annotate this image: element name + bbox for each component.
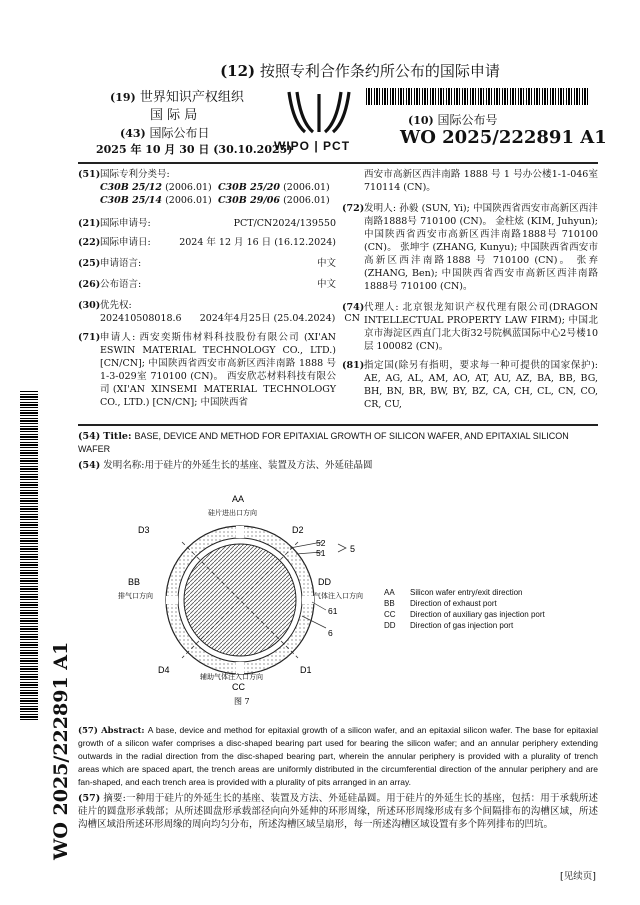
designated-states: (81) 指定国(除另有指明，要求每一种可提供的国家保护): AE, AG, AL, AM, AO, AT, AU, AZ, BA, BB, BG, BH, BN, BR, BW, BY, BZ, CA, CH, CL, CN, CO, CR, CU,: [342, 360, 598, 410]
legend-item: DD Direction of gas injection port: [384, 621, 514, 630]
label-d1: D1: [300, 665, 312, 675]
org-bureau: 国 际 局: [150, 108, 198, 123]
abstract-chinese: (57) 摘要:一种用于硅片的外延生长的基座、装置及方法、外延硅晶圆。用于硅片的外延生长的基座，包括：用于承载所述硅片的圆盘形承载部；从所述圆盘形承载部径向向外延伸的环形周缘，所述环形周缘形成有多个间隔排布的沟槽区域，所述沟槽区域沿所述环形周缘的周向均匀分布，所述沟槽区域呈扇形，每一所述沟槽区域设置有多个阵列排布的凹坑。: [78, 793, 598, 830]
ipc-code: C30B 25/20 (2006.01): [218, 182, 330, 193]
label-51: 51: [316, 548, 326, 558]
wipo-logo-text: WIPO | PCT: [274, 139, 351, 153]
label-cc-zh: 辅助气体注入口方向: [200, 673, 263, 681]
label-61: 61: [328, 606, 338, 616]
ipc-code: C30B 25/14 (2006.01): [100, 195, 212, 206]
ipc-code: C30B 25/12 (2006.01): [100, 182, 212, 193]
continued-note: [见续页]: [560, 871, 596, 882]
ipc-block: (51) 国际专利分类号: C30B 25/12 (2006.01) C30B 25/20 (2006.01) C30B 25/14 (2006.01) C30B 29/06 (2006.01): [78, 168, 336, 207]
label-aa: AA: [232, 494, 245, 504]
label-dd: DD: [318, 577, 331, 587]
filing-date: (22) 国际申请日: 2024 年 12 月 16 日 (16.12.2024): [78, 237, 336, 248]
filing-language: (25) 申请语言: 中文: [78, 258, 336, 269]
ipc-code: C30B 29/06 (2006.01): [218, 195, 330, 206]
barcode: [366, 88, 588, 105]
legend-item: CC Direction of auxiliary gas injection port: [384, 610, 545, 619]
figure-caption: 图 7: [234, 697, 250, 706]
ipc-label: 国际专利分类号:: [100, 169, 170, 180]
agent: (74) 代理人: 北京银龙知识产权代理有限公司(DRAGON INTELLECTUAL PROPERTY LAW FIRM); 中国北京市海淀区西直门北大街32号院枫蓝国际中心2号楼10层 100082 (CN)。: [342, 302, 598, 352]
label-d2: D2: [292, 525, 304, 535]
figure-legend: [384, 587, 545, 631]
document-title: (12) 按照专利合作条约所公布的国际申请: [220, 62, 500, 80]
bearing-part: [184, 544, 296, 656]
inventors: (72) 发明人: 孙毅 (SUN, Yi); 中国陕西省西安市高新区西沣南路1888号 710100 (CN)。 金柱炫 (KIM, Juhyun); 中国陕西省西安市高新区西沣南路1888号 710100 (CN)。 张坤宇 (ZHANG, Kunyu); 中国陕西省西安市高新区西沣南路1888 号 710100 (CN)。 张弃(ZHANG, Ben); 中国陕西省西安市高新区西沣南路1888号 710100 (CN)。: [342, 203, 598, 292]
label-aa-zh: 硅片进出口方向: [208, 509, 257, 517]
label-dd-zh: 气体注入口方向: [314, 592, 363, 600]
ipc-codes: [100, 181, 336, 207]
title-chinese: (54) 发明名称:用于硅片的外延生长的基座、装置及方法、外延硅晶圆: [78, 460, 373, 471]
legend-item: BB Direction of exhaust port: [384, 599, 497, 608]
side-barcode: [20, 390, 38, 720]
pubno-value: WO 2025/222891 A1: [400, 127, 607, 148]
applicant-continued: 西安市高新区西沣南路 1888 号 1 号办公楼1-1-046室 710114 (CN)。: [364, 169, 598, 193]
bibliographic-left: [78, 168, 360, 409]
label-d3: D3: [138, 525, 150, 535]
pubno-label: (10) 国际公布号: [408, 113, 498, 127]
figure-7: [90, 490, 390, 710]
label-d4: D4: [158, 665, 170, 675]
label-52: 52: [316, 538, 326, 548]
legend-item: AA Silicon wafer entry/exit direction: [384, 588, 523, 597]
label-5: 5: [350, 544, 356, 554]
priority: (30) 优先权: 202410508018.6 2024年4月25日 (25.04.2024) CN: [78, 300, 360, 324]
application-number: (21) 国际申请号: PCT/CN2024/139550: [78, 218, 336, 229]
bibliographic-right: [342, 168, 598, 411]
applicant: (71) 申请人: 西安奕斯伟材料科技股份有限公司 (XI'AN ESWIN MATERIAL TECHNOLOGY CO., LTD.) [CN/CN]; 中国陕西省西安市高新区西沣南路 1888 号 1-3-029室 710100 (CN)。 西安欣芯材料科技有限公司(XI'AN XINSEMI MATERIAL TECHNOLOGY CO., LTD.) [CN/CN]; 中国陕西省: [78, 332, 336, 408]
pubdate-label: (43) 国际公布日: [120, 126, 210, 140]
label-6: 6: [328, 628, 333, 638]
org-name: (19) 世界知识产权组织: [110, 90, 244, 105]
label-bb: BB: [128, 577, 141, 587]
pubdate-value: 2025 年 10 月 30 日 (30.10.2025): [96, 143, 293, 156]
label-cc: CC: [232, 682, 245, 692]
abstract-english: (57) Abstract: A base, device and method for epitaxial growth of a silicon wafer, and an epitaxial silicon wafer. The base for epitaxial growth of a silicon wafer comprises a disc-shaped bearing part used for bearing the silicon wafer; and an annular periphery extending outwards in the radial direction from the disc-shaped bearing part, wherein the annular periphery is provided with a plurality of trench areas which are spaced apart, the trench areas are uniformly distributed in the circumferential direction of the annular periphery and are fan-shaped, and each trench area is provided with a plurality of pits arranged in an array.: [78, 725, 598, 787]
side-publication-number: WO 2025/222891 A1: [50, 641, 72, 860]
label-bb-zh: 排气口方向: [118, 592, 153, 600]
title-english: (54) Title: BASE, DEVICE AND METHOD FOR EPITAXIAL GROWTH OF SILICON WAFER, AND EPITAXIAL SILICON WAFER: [78, 431, 569, 454]
publication-language: (26) 公布语言: 中文: [78, 279, 336, 290]
wipo-logo-icon: [283, 88, 355, 138]
